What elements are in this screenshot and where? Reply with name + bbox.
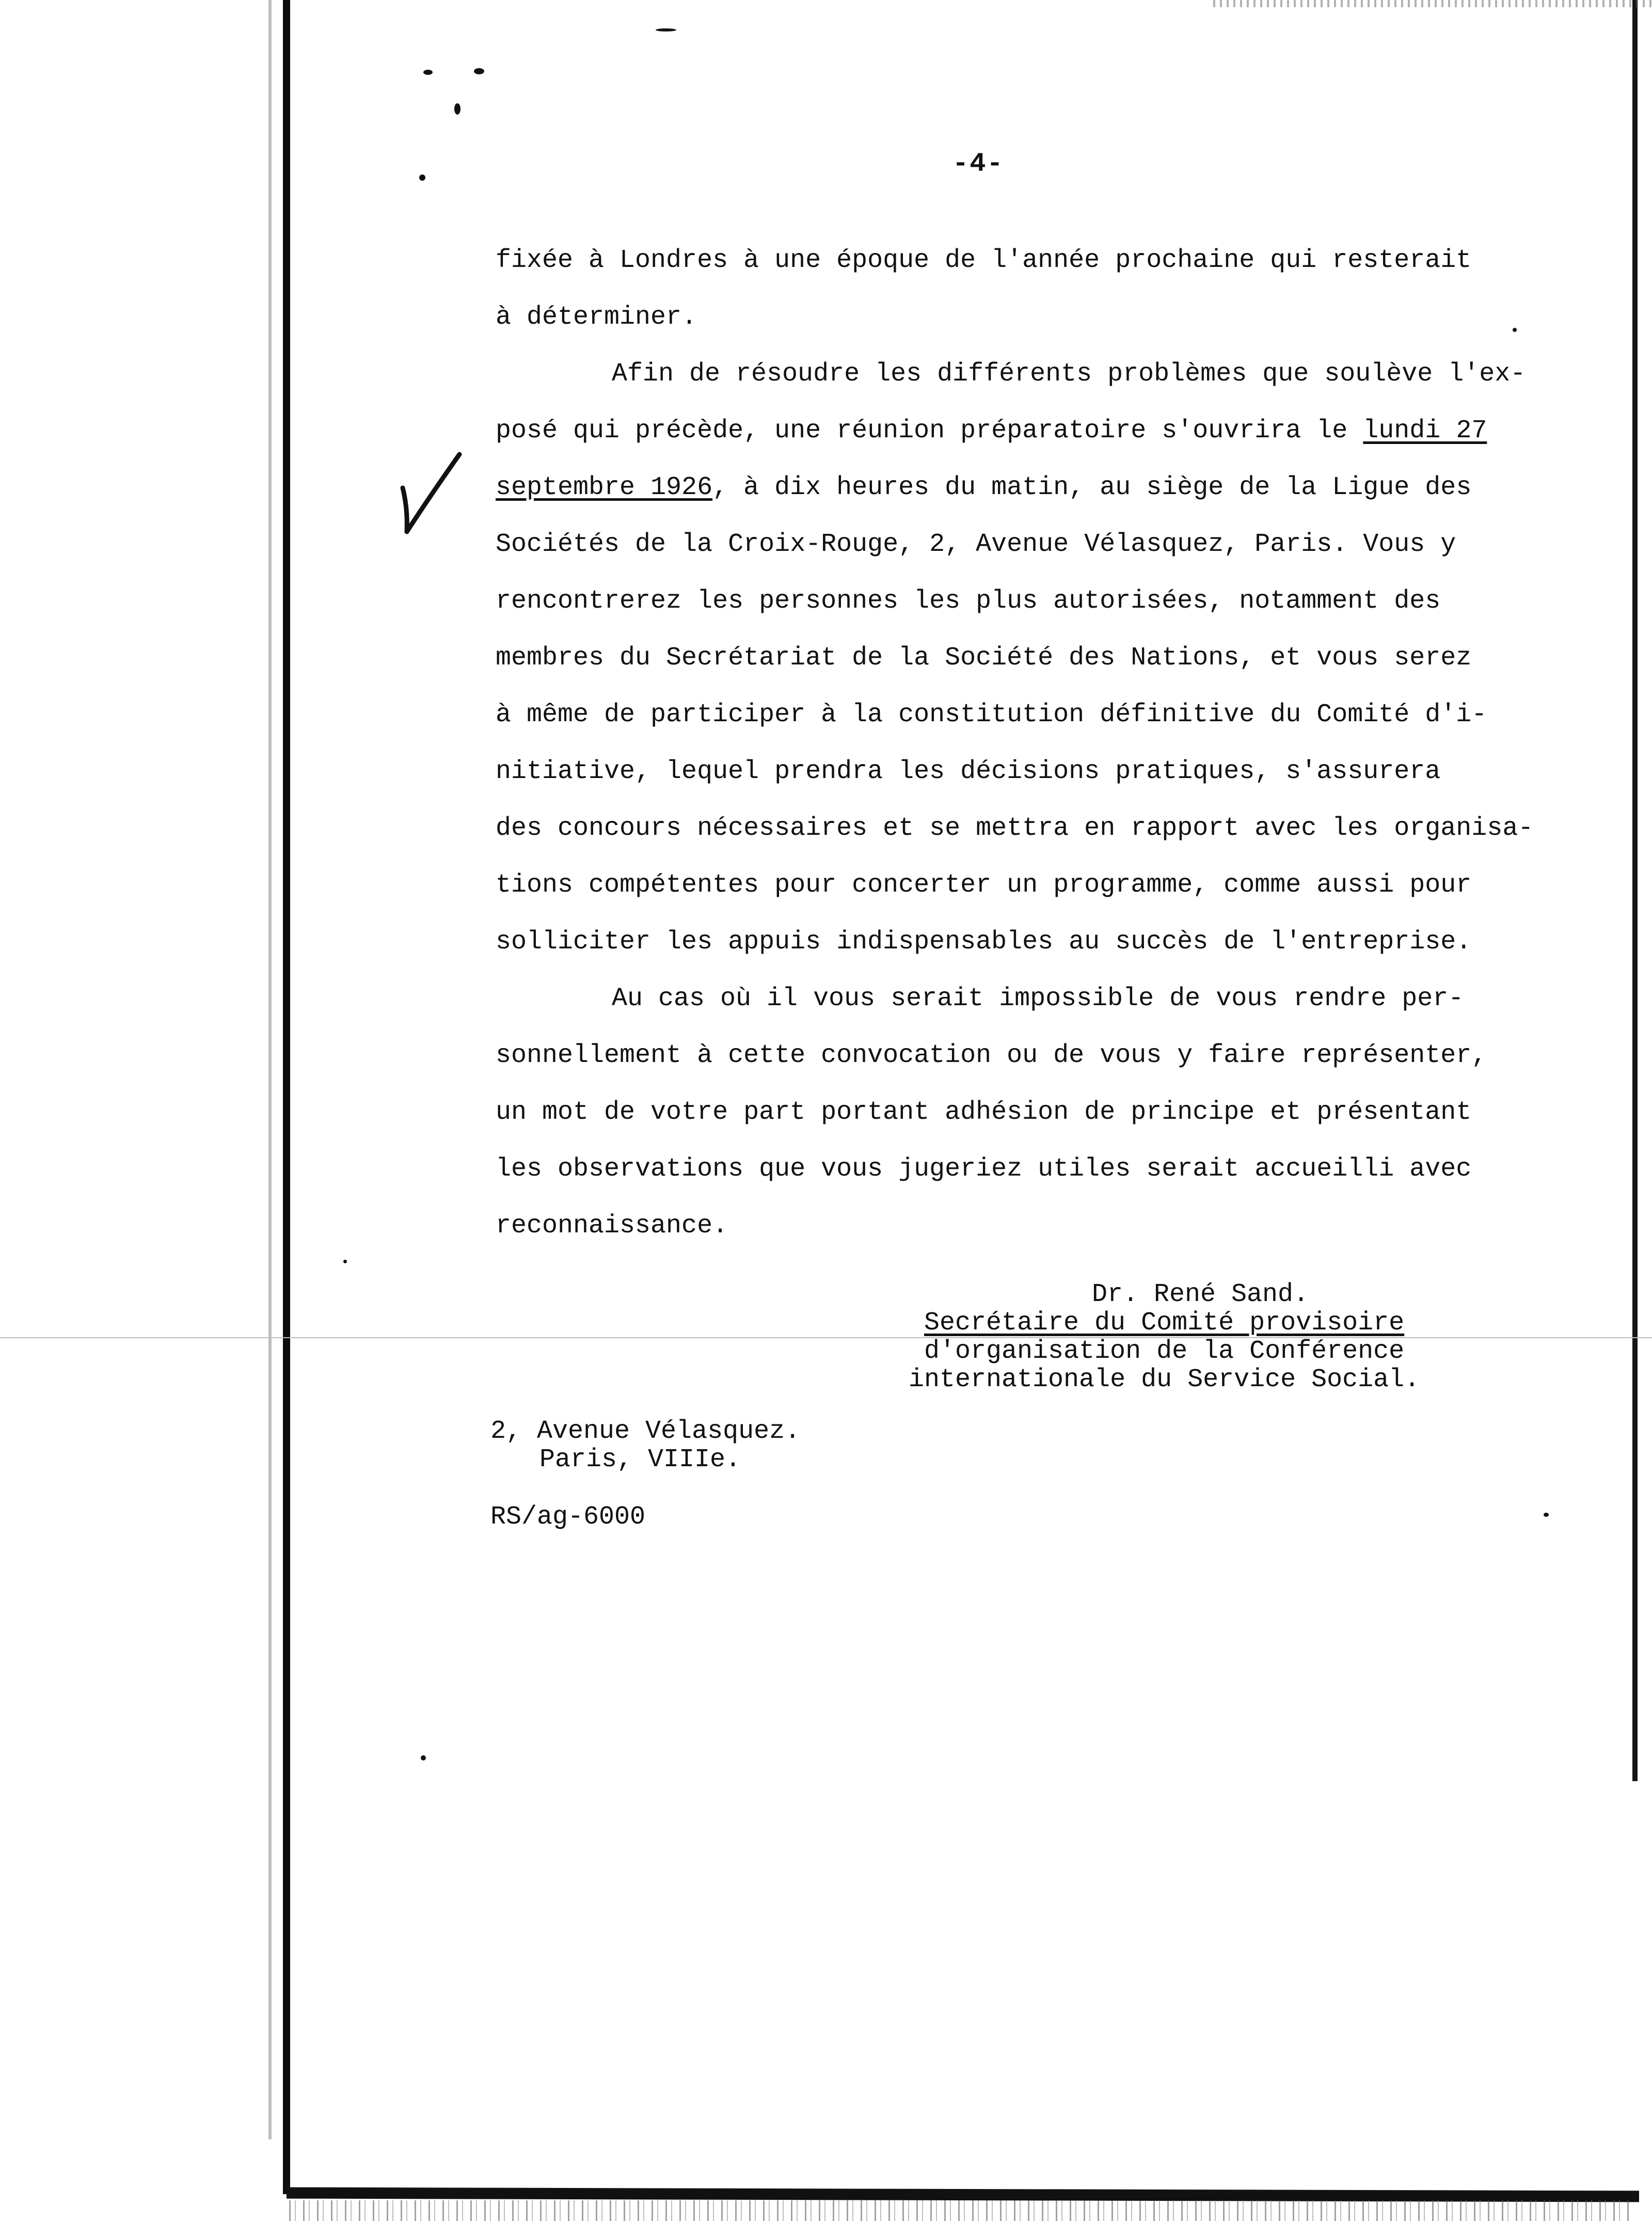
reference-code: RS/ag-6000 [490, 1502, 646, 1532]
text-line: des concours nécessaires et se mettra en rapport avec les organisa- [496, 814, 1534, 843]
signatory-title: internationale du Service Social. [909, 1365, 1420, 1394]
text-line: Sociétés de la Croix-Rouge, 2, Avenue Vélasquez, Paris. Vous y [496, 530, 1456, 559]
scan-speck [421, 1755, 426, 1760]
page-right-edge [1632, 0, 1638, 1781]
text-line: Au cas où il vous serait impossible de vous rendre per- [612, 984, 1464, 1013]
scan-shadow [268, 0, 272, 2139]
address-line: Paris, VIIIe. [539, 1445, 741, 1474]
page-number: -4- [952, 149, 1004, 179]
address-line: 2, Avenue Vélasquez. [490, 1417, 801, 1446]
text-line [496, 403, 1600, 459]
scan-noise-bottom [289, 2200, 1631, 2221]
text-line: fixée à Londres à une époque de l'année prochaine qui resterait [496, 246, 1472, 275]
scan-speck [423, 70, 433, 75]
text-line: reconnaissance. [496, 1211, 728, 1241]
scan-speck [1544, 1513, 1549, 1517]
signature-block [909, 1280, 1420, 1394]
sender-address [490, 1417, 800, 1474]
text-line: Afin de résoudre les différents problèmes que soulève l'ex- [612, 359, 1526, 389]
signatory-title: Secrétaire du Comité provisoire [924, 1308, 1405, 1338]
scan-speck [454, 103, 460, 115]
meeting-date-month-year: septembre 1926 [496, 473, 713, 502]
letter-body [496, 232, 1600, 1255]
text-line [496, 459, 1600, 516]
text-line: rencontrerez les personnes les plus autorisées, notamment des [496, 586, 1441, 616]
scan-speck [474, 68, 484, 74]
text-line: tions compétentes pour concerter un programme, comme aussi pour [496, 870, 1472, 900]
signatory-title: d'organisation de la Conférence [924, 1337, 1405, 1366]
text-line: un mot de votre part portant adhésion de principe et présentant [496, 1098, 1472, 1127]
text-line: sonnellement à cette convocation ou de vous y faire représenter, [496, 1041, 1487, 1070]
text-line: à même de participer à la constitution définitive du Comité d'i- [496, 700, 1487, 729]
scan-speck [343, 1260, 347, 1263]
text-line: membres du Secrétariat de la Société des Nations, et vous serez [496, 643, 1472, 673]
scan-speck [419, 174, 425, 181]
checkmark-icon [398, 447, 465, 537]
text-segment: posé qui précède, une réunion préparatoire s'ouvrira le [496, 416, 1348, 446]
scan-noise-top [1213, 0, 1652, 7]
scan-speck [656, 28, 676, 31]
text-line: à déterminer. [496, 303, 697, 332]
text-line: solliciter les appuis indispensables au succès de l'entreprise. [496, 927, 1472, 957]
meeting-date-day: lundi 27 [1363, 416, 1487, 446]
signatory-name: Dr. René Sand. [1092, 1280, 1309, 1309]
text-segment: , à dix heures du matin, au siège de la Ligue des [712, 473, 1472, 502]
text-line: nitiative, lequel prendra les décisions pratiques, s'assurera [496, 757, 1441, 786]
text-line: les observations que vous jugeriez utiles serait accueilli avec [496, 1154, 1472, 1184]
page-left-edge [283, 0, 290, 2194]
